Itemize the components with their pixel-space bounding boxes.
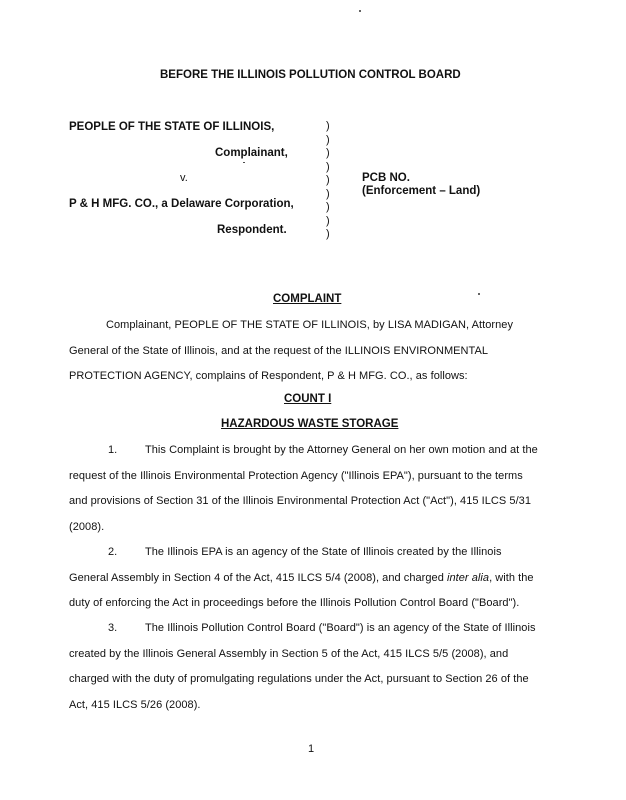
plaintiff-name: PEOPLE OF THE STATE OF ILLINOIS, — [69, 121, 275, 133]
paragraph-3-line-4: Act, 415 ILCS 5/26 (2008). — [69, 699, 201, 711]
paragraph-2-italic-phrase: inter alia — [446, 572, 490, 584]
scan-speck — [359, 10, 361, 12]
paragraph-number: 2. — [108, 546, 118, 558]
plaintiff-role: Complainant, — [215, 147, 288, 159]
paragraph-number: 1. — [108, 444, 118, 456]
paragraph-2-line-3: duty of enforcing the Act in proceedings before the Illinois Pollution Control Board ("Board"). — [69, 597, 520, 609]
case-type: (Enforcement – Land) — [362, 185, 481, 197]
versus-label: v. — [180, 172, 188, 184]
paragraph-3-line-1: The Illinois Pollution Control Board ("Board") is an agency of the State of Illinois — [145, 622, 536, 634]
scan-speck — [243, 162, 245, 163]
paragraph-1-line-2: request of the Illinois Environmental Protection Agency ("Illinois EPA"), pursuant to the terms — [69, 470, 523, 482]
paragraph-1-line-3: and provisions of Section 31 of the Illinois Environmental Protection Act ("Act"), 415 ILCS 5/31 — [69, 495, 532, 507]
count-heading: COUNT I — [284, 393, 332, 405]
paragraph-2-line-2-tail: , with the — [489, 572, 534, 584]
caption-brackets: ) ) ) ) ) ) ) ) ) — [326, 120, 330, 240]
intro-line-3: PROTECTION AGENCY, complains of Respondent, P & H MFG. CO., as follows: — [69, 370, 468, 382]
paragraph-2-line-2-text: General Assembly in Section 4 of the Act, 415 ILCS 5/4 (2008), and charged — [69, 572, 447, 584]
paragraph-3-line-3: charged with the duty of promulgating regulations under the Act, pursuant to Section 26 of the — [69, 673, 529, 685]
paragraph-1-line-1: This Complaint is brought by the Attorney General on her own motion and at the — [145, 444, 538, 456]
paragraph-2-line-1: The Illinois EPA is an agency of the State of Illinois created by the Illinois — [145, 546, 502, 558]
paragraph-2-line-2 — [69, 572, 534, 584]
document-title: BEFORE THE ILLINOIS POLLUTION CONTROL BOARD — [160, 69, 461, 81]
defendant-name: P & H MFG. CO., a Delaware Corporation, — [69, 198, 294, 210]
paragraph-3-line-2: created by the Illinois General Assembly in Section 5 of the Act, 415 ILCS 5/5 (2008), and — [69, 648, 509, 660]
complaint-heading: COMPLAINT — [273, 293, 342, 305]
intro-line-2: General of the State of Illinois, and at the request of the ILLINOIS ENVIRONMENTAL — [69, 345, 489, 357]
paragraph-number: 3. — [108, 622, 118, 634]
page-number: 1 — [308, 743, 315, 755]
case-number: PCB NO. — [362, 172, 410, 184]
defendant-role: Respondent. — [217, 224, 287, 236]
count-subheading: HAZARDOUS WASTE STORAGE — [221, 418, 399, 430]
intro-line-1: Complainant, PEOPLE OF THE STATE OF ILLINOIS, by LISA MADIGAN, Attorney — [106, 319, 514, 331]
paragraph-1-line-4: (2008). — [69, 521, 105, 533]
scan-speck — [478, 293, 480, 295]
